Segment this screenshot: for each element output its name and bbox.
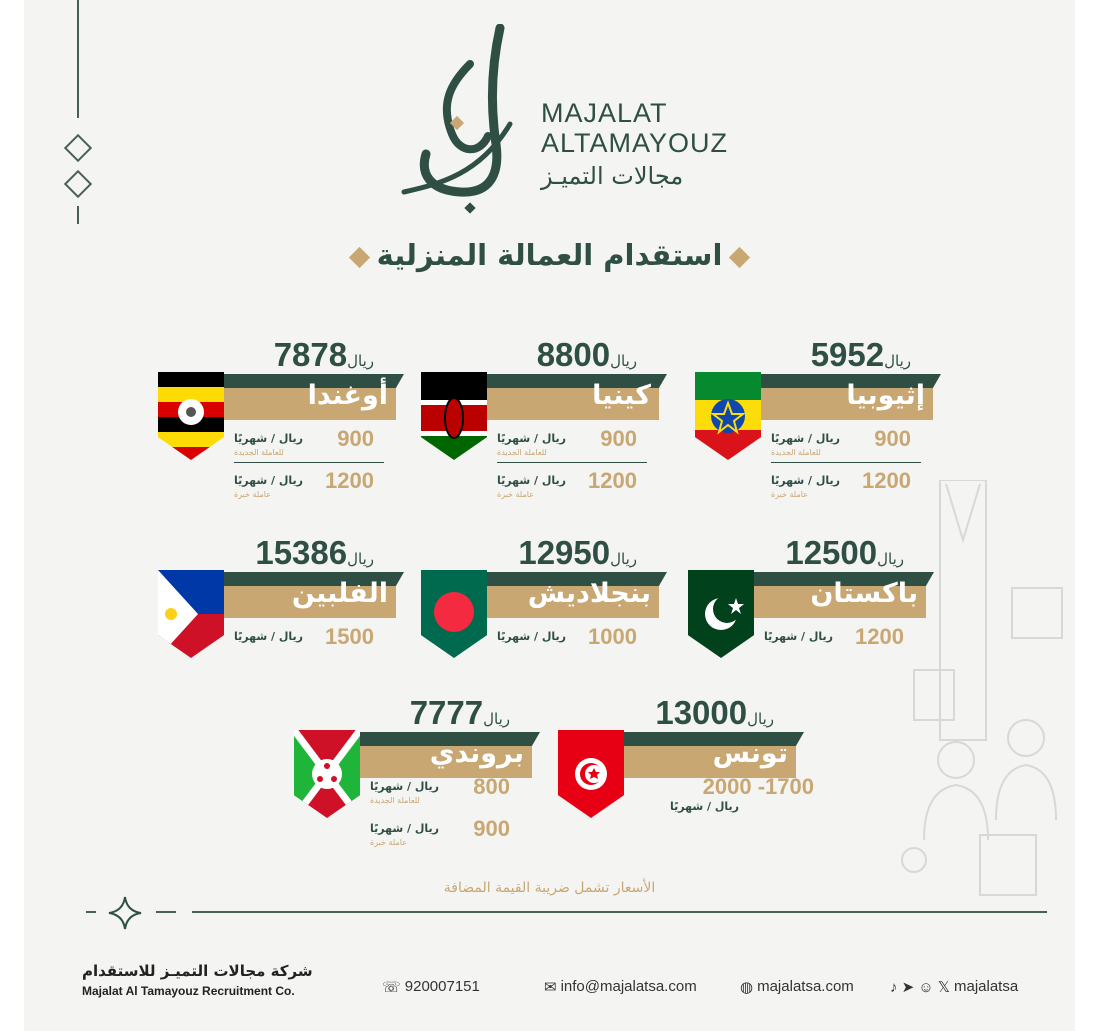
diamond-icon: [64, 134, 92, 162]
social-link[interactable]: ♪ ➤ ☺ 𝕏 majalatsa: [890, 978, 1019, 997]
country-name: إثيوبيا: [846, 380, 925, 411]
email-link[interactable]: ✉ info@majalatsa.com: [544, 978, 697, 997]
monthly-rate: 1000 ريال / شهريًا: [497, 624, 637, 649]
poster: [24, 0, 1075, 1031]
country-card-ethiopia: [695, 336, 955, 499]
new-worker-rate: 900 ريال / شهريًا للعاملة الجديدة: [497, 426, 637, 457]
globe-icon: ◍: [740, 979, 754, 997]
sparkle-icon: [108, 896, 142, 930]
monthly-unit: ريال / شهريًا: [670, 800, 739, 813]
country-card-philippines: [158, 534, 418, 684]
company-name-en: Majalat Al Tamayouz Recruitment Co.: [82, 984, 295, 998]
decor-vertical-line: [77, 0, 79, 118]
brand-name-ar: مجالات التميـز: [541, 162, 684, 190]
social-icons: ♪ ➤ ☺ 𝕏: [890, 979, 950, 997]
price: ريال5952: [810, 336, 911, 373]
country-name: الفلبين: [291, 578, 388, 609]
vat-note: الأسعار تشمل ضريبة القيمة المضافة: [443, 880, 656, 896]
country-name: باكستان: [810, 578, 918, 609]
pakistan-flag: [688, 570, 754, 658]
phone-icon: ☏: [382, 979, 401, 997]
new-worker-rate: 900 ريال / شهريًا للعاملة الجديدة: [771, 426, 911, 457]
decor-vertical-line: [77, 206, 79, 224]
country-card-uganda: [158, 336, 418, 499]
experienced-worker-rate: 1200 ريال / شهريًا عاملة خبرة: [497, 468, 637, 499]
page-title: استقدام العمالة المنزلية: [24, 238, 1075, 272]
country-card-burundi: [294, 694, 554, 847]
experienced-worker-rate: 1200 ريال / شهريًا عاملة خبرة: [771, 468, 911, 499]
price: ريال13000: [655, 694, 774, 731]
price: ريال8800: [536, 336, 637, 373]
monthly-rate: 2000 -1700: [702, 774, 814, 799]
brand-name-en: MAJALAT ALTAMAYOUZ: [541, 98, 729, 158]
price: ريال7878: [273, 336, 374, 373]
monthly-rate: 1200 ريال / شهريًا: [764, 624, 904, 649]
uganda-flag: [158, 372, 224, 460]
country-name: كينيا: [592, 380, 651, 411]
philippines-flag: [158, 570, 224, 658]
diamond-icon: [64, 170, 92, 198]
new-worker-rate: 800 ريال / شهريًا للعاملة الجديدة: [370, 774, 510, 805]
company-name-ar: شركة مجالات التميـز للاستقدام: [82, 962, 313, 980]
country-name: بروندي: [429, 738, 524, 769]
burundi-flag: [294, 730, 360, 818]
diamond-icon: [729, 246, 750, 267]
mail-icon: ✉: [544, 979, 557, 997]
country-card-kenya: [421, 336, 681, 499]
price: ريال15386: [255, 534, 374, 571]
domestic-workers-illustration: [884, 480, 1075, 900]
experienced-worker-rate: 1200 ريال / شهريًا عاملة خبرة: [234, 468, 374, 499]
price: ريال12500: [785, 534, 904, 571]
price: ريال12950: [518, 534, 637, 571]
country-card-bangladesh: [421, 534, 681, 684]
diamond-icon: [349, 246, 370, 267]
country-name: تونس: [712, 738, 788, 769]
phone-link[interactable]: ☏ 920007151: [382, 978, 480, 997]
country-name: بنجلاديش: [527, 578, 651, 609]
price: ريال7777: [409, 694, 510, 731]
new-worker-rate: 900 ريال / شهريًا للعاملة الجديدة: [234, 426, 374, 457]
country-name: أوغندا: [307, 380, 388, 411]
ethiopia-flag: [695, 372, 761, 460]
tunisia-flag: [558, 730, 624, 818]
brand-calligraphy-logo: [400, 24, 530, 214]
kenya-flag: [421, 372, 487, 460]
country-card-tunisia: [558, 694, 818, 844]
experienced-worker-rate: 900 ريال / شهريًا عاملة خبرة: [370, 816, 510, 847]
monthly-rate: 1500 ريال / شهريًا: [234, 624, 374, 649]
bangladesh-flag: [421, 570, 487, 658]
website-link[interactable]: ◍ majalatsa.com: [740, 978, 854, 997]
